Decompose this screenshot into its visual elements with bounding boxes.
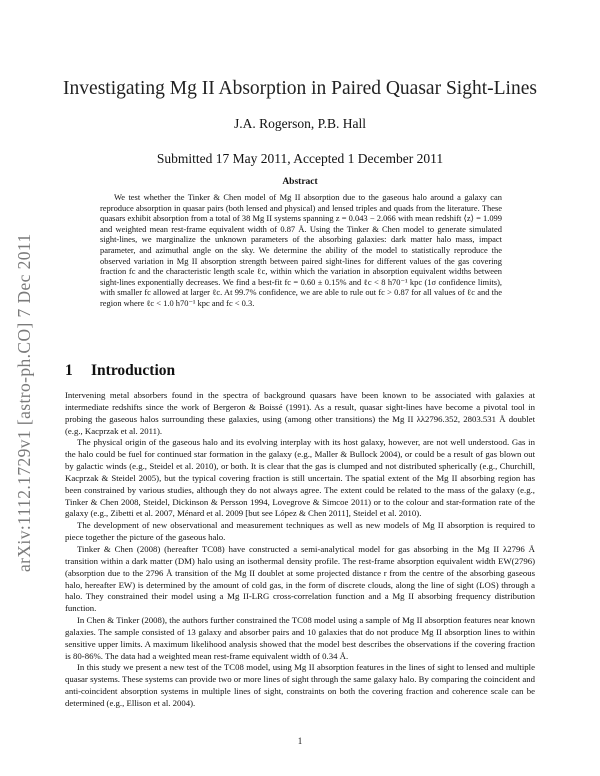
paragraph: Intervening metal absorbers found in the spectra of background quasars have been known to be associated with galaxies at intermediate redshifts since the work of Bergeron & Boissé (1991). As a result, quasar sight-lines have become a pivotal tool in probing the gaseous halos surrounding these galaxies, using (among other transitions) the Mg II λλ2796.352, 2803.531 Å doublet (e.g., Kacprzak et al. 2011). [65,390,535,436]
submission-dates: Submitted 17 May 2011, Accepted 1 December 2011 [156,151,444,166]
paragraph: Tinker & Chen (2008) (hereafter TC08) have constructed a semi-analytical model for gas absorbing in the Mg II λ2796 Å transition within a dark matter (DM) halo using an isothermal density profile. The rest-frame absorption equivalent width EW(2796) (absorption due to the 2796 Å transition of the Mg II doublet at some projected distance r from the centre of the absorbing gaseous halo, hereafter EW) is determined by the amount of cold gas, in the form of discrete clouds, along the line of sight (LOS) through a halo. They constrained their model using a Mg II-LRG cross-correlation function and a Mg II absorbing frequency distribution function. [65,543,535,614]
section-number: 1 [65,362,73,379]
arxiv-identifier-stamp [12,172,38,572]
section-heading [65,362,175,380]
paragraph: The physical origin of the gaseous halo and its evolving interplay with its host galaxy, however, are not well understood. Gas in the halo could be fuel for continued star formation in the galaxy (e.g., Maller & Bullock 2004), or could be a result of gas blown out by galactic winds (e.g., Steidel et al. 2010), or both. It is clear that the gas is clumped and not distributed spherically (e.g., Churchill, Kacprzak & Steidel 2005), but the typical covering fraction is still uncertain. The spatial extent of the Mg II absorbing region has been constrained by various studies, although they do not always agree. The extent could be related to the mass of the galaxy (e.g., Tinker & Chen 2008, Steidel, Dickinson & Persson 1994, Lovegrove & Simcoe 2011) or to the colour and star-formation rate of the galaxy (e.g., Zibetti et al. 2007, Ménard et al. 2009 [but see López & Chen 2011], Steidel et al. 2010). [65,437,535,519]
paper-title: Investigating Mg II Absorption in Paired Quasar Sight-Lines [63,78,537,99]
paragraph: The development of new observational and measurement techniques as well as new models of Mg II absorption is required to piece together the picture of the gaseous halo. [65,520,535,543]
abstract-heading: Abstract [282,177,318,187]
author-list: J.A. Rogerson, P.B. Hall [233,116,366,131]
section-title: Introduction [91,362,176,379]
abstract-text: We test whether the Tinker & Chen model of Mg II absorption due to the gaseous halo around a galaxy can reproduce absorption in quasar pairs (both lensed and physical) and lensed triples and quads from the literature. These quasars exhibit absorption from a total of 38 Mg II systems spanning z = 0.043 − 2.066 with mean redshift ⟨z⟩ = 1.099 and weighted mean rest-frame equivalent width of 0.87 Å. Using the Tinker & Chen model to generate simulated sight-lines, we marginalize the unknown parameters of the absorbing galaxies: dark matter halo mass, impact parameter, and azimuthal angle on the sky. We determine the ability of the model to statistically reproduce the observed variation in Mg II absorption strength between paired sight-lines for different values of the gas covering fraction fc and the characteristic length scale ℓc, within which the variation in absorption equivalent widths between sight-lines exponentially decreases. We find a best-fit fc = 0.60 ± 0.15% and ℓc < 8 h70⁻¹ kpc (1σ confidence limits), with smaller fc allowed at larger ℓc. At 99.7% confidence, we are able to rule out fc > 0.87 for all values of ℓc and the region where ℓc < 1.0 h70⁻¹ kpc and fc < 0.3. [100,192,502,308]
paragraph: In this study we present a new test of the TC08 model, using Mg II absorption features in the lines of sight to lensed and multiple quasar systems. These systems can provide two or more lines of sight through the same galaxy halo. By comparing the coincident and anti-coincident absorption systems in multiple lines of sight, constraints on both the covering fraction and coherence scale can be determined (e.g., Ellison et al. 2004). [65,662,535,708]
introduction-body [65,390,535,710]
page-number: 1 [297,736,303,746]
paragraph: In Chen & Tinker (2008), the authors further constrained the TC08 model using a sample of Mg II absorption features near known galaxies. The sample consisted of 13 galaxy and absorber pairs and 10 galaxies that do not produce Mg II absorption lines to within sensitive upper limits. A maximum likelihood analysis showed that the model best describes the observations if the covering fraction is 80-86%. The data had a weighted mean rest-frame equivalent width of 0.34 Å. [65,615,535,661]
arxiv-id-text: arXiv:1112.1729v1 [astro-ph.CO] 7 Dec 2011 [14,233,34,572]
